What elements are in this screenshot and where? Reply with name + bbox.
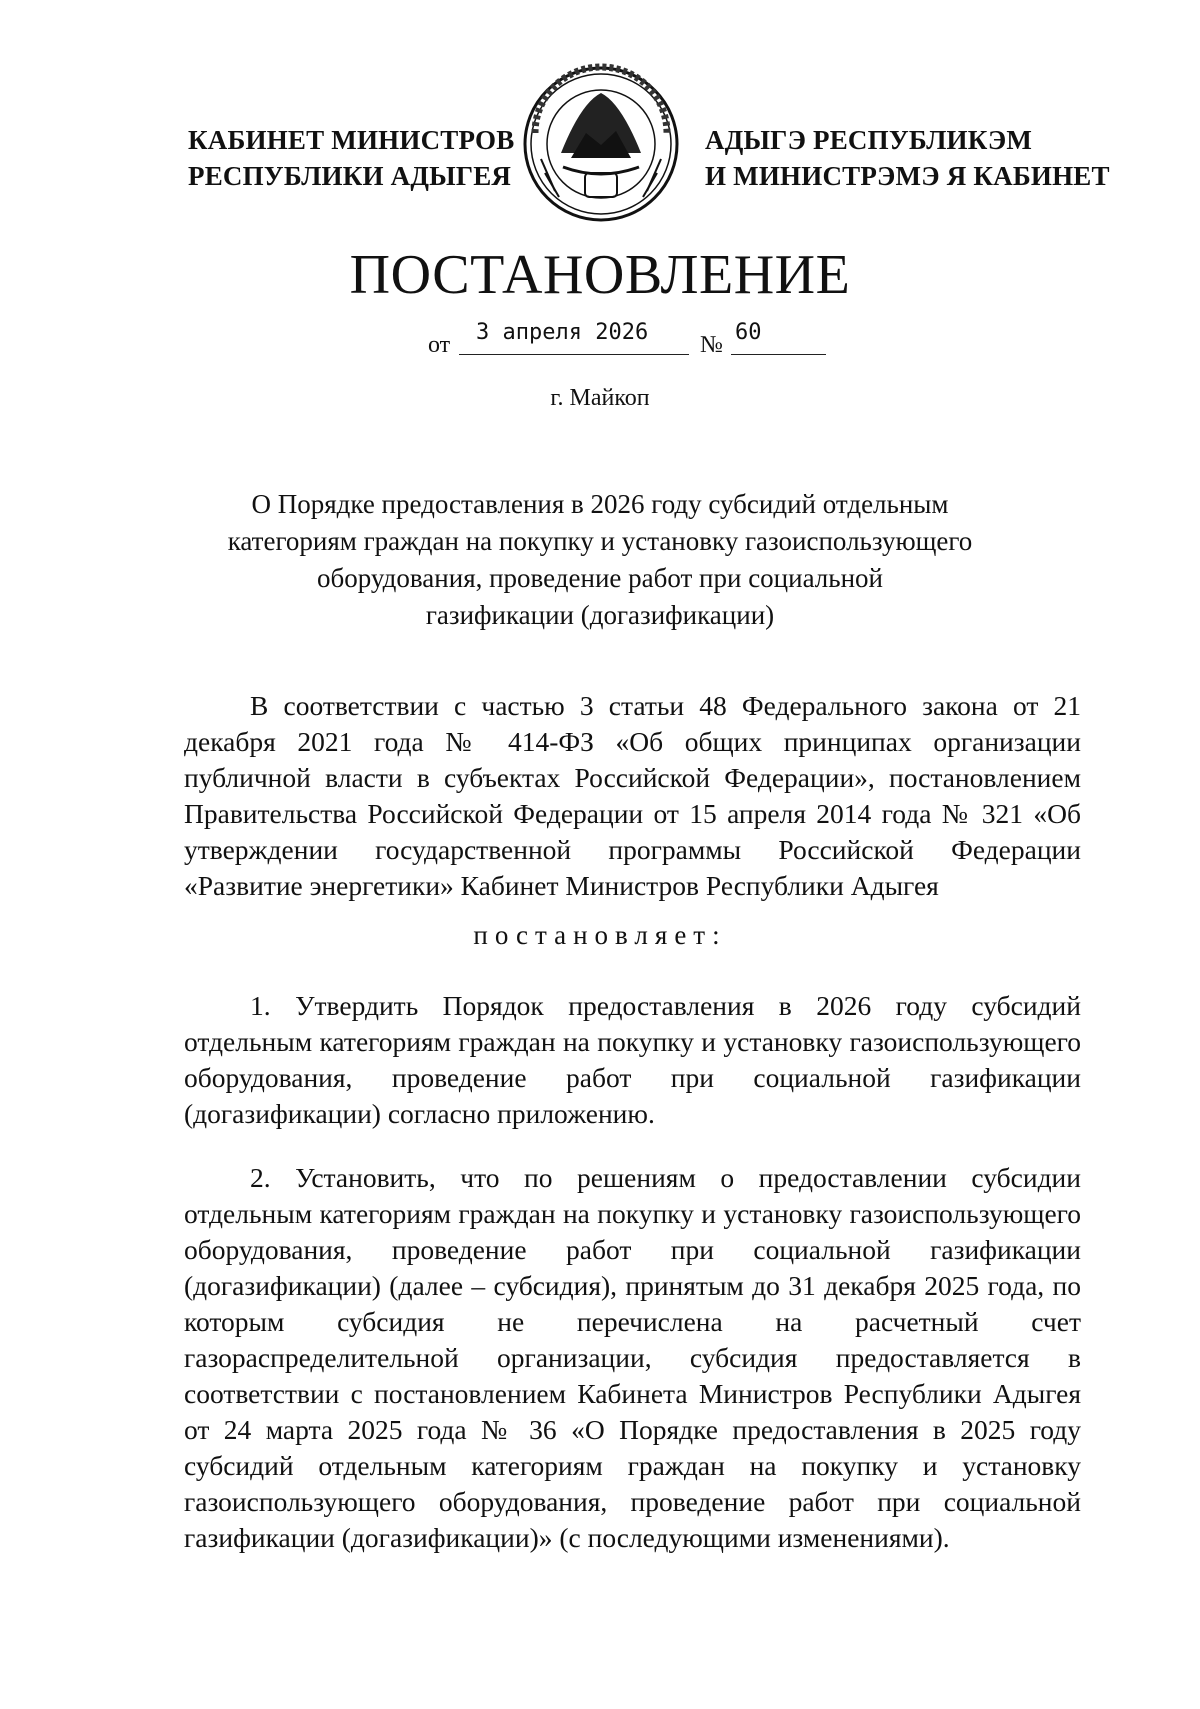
- subject-line: категориям граждан на покупку и установку газоиспользующего: [227, 526, 973, 556]
- issuer-line: И МИНИСТРЭМЭ Я КАБИНЕТ: [705, 161, 1110, 191]
- number-field: 60: [731, 322, 826, 355]
- dateline: [0, 322, 1200, 362]
- clause-text: 2. Установить, что по решениям о предоставлении субсидии отдельным категориям граждан на покупку и установку газоиспользующего оборудования, проведение работ при социальной газификации (догазификации) (далее – субсидия), принятым до 31 декабря 2025 года, по которым субсидия не перечислена на расчетный счет газораспределительной организации, субсидия предоставляется в соответствии с постановлением Кабинета Министров Республики Адыгея от 24 марта 2025 года № 36 «О Порядке предоставления в 2025 году субсидий отдельным категориям граждан на покупку и установку газоиспользующего оборудования, проведение работ при социальной газификации (догазификации)» (с последующими изменениями).: [184, 1162, 1081, 1553]
- issuer-line: АДЫГЭ РЕСПУБЛИКЭМ: [705, 125, 1033, 155]
- subject-line: оборудования, проведение работ при социальной: [317, 563, 883, 593]
- document-title: ПОСТАНОВЛЕНИЕ: [349, 244, 851, 306]
- issuer-line: РЕСПУБЛИКИ АДЫГЕЯ: [188, 161, 512, 191]
- issuer-name-russian: [188, 122, 514, 194]
- clause-text: 1. Утвердить Порядок предоставления в 2026 году субсидий отдельным категориям граждан на покупку и установку газоиспользующего оборудования, проведение работ при социальной газификации (догазификации) согласно приложению.: [184, 990, 1081, 1129]
- date-field: 3 апреля 2026: [459, 322, 689, 355]
- coat-of-arms-icon: [521, 63, 681, 225]
- subject-line: газификации (догазификации): [425, 600, 775, 630]
- clause-1: [184, 988, 1081, 1132]
- date-label: от: [428, 332, 451, 358]
- preamble: [184, 688, 1081, 904]
- clause-2: [184, 1160, 1081, 1556]
- city: г. Майкоп: [550, 385, 650, 411]
- issuer-line: КАБИНЕТ МИНИСТРОВ: [188, 125, 515, 155]
- preamble-text: В соответствии с частью 3 статьи 48 Федерального закона от 21 декабря 2021 года № 414-ФЗ «Об общих принципах организации публичной власти в субъектах Российской Федерации», постановлением Правительства Российской Федерации от 15 апреля 2014 года № 321 «Об утверждении государственной программы Российской Федерации «Развитие энергетики» Кабинет Министров Республики Адыгея: [184, 690, 1081, 901]
- decree-word: постановляет:: [473, 920, 727, 950]
- issuer-name-adyghe: [705, 122, 1110, 194]
- number-label: №: [700, 332, 723, 358]
- document-subject: [200, 486, 1000, 634]
- subject-line: О Порядке предоставления в 2026 году субсидий отдельным: [251, 489, 949, 519]
